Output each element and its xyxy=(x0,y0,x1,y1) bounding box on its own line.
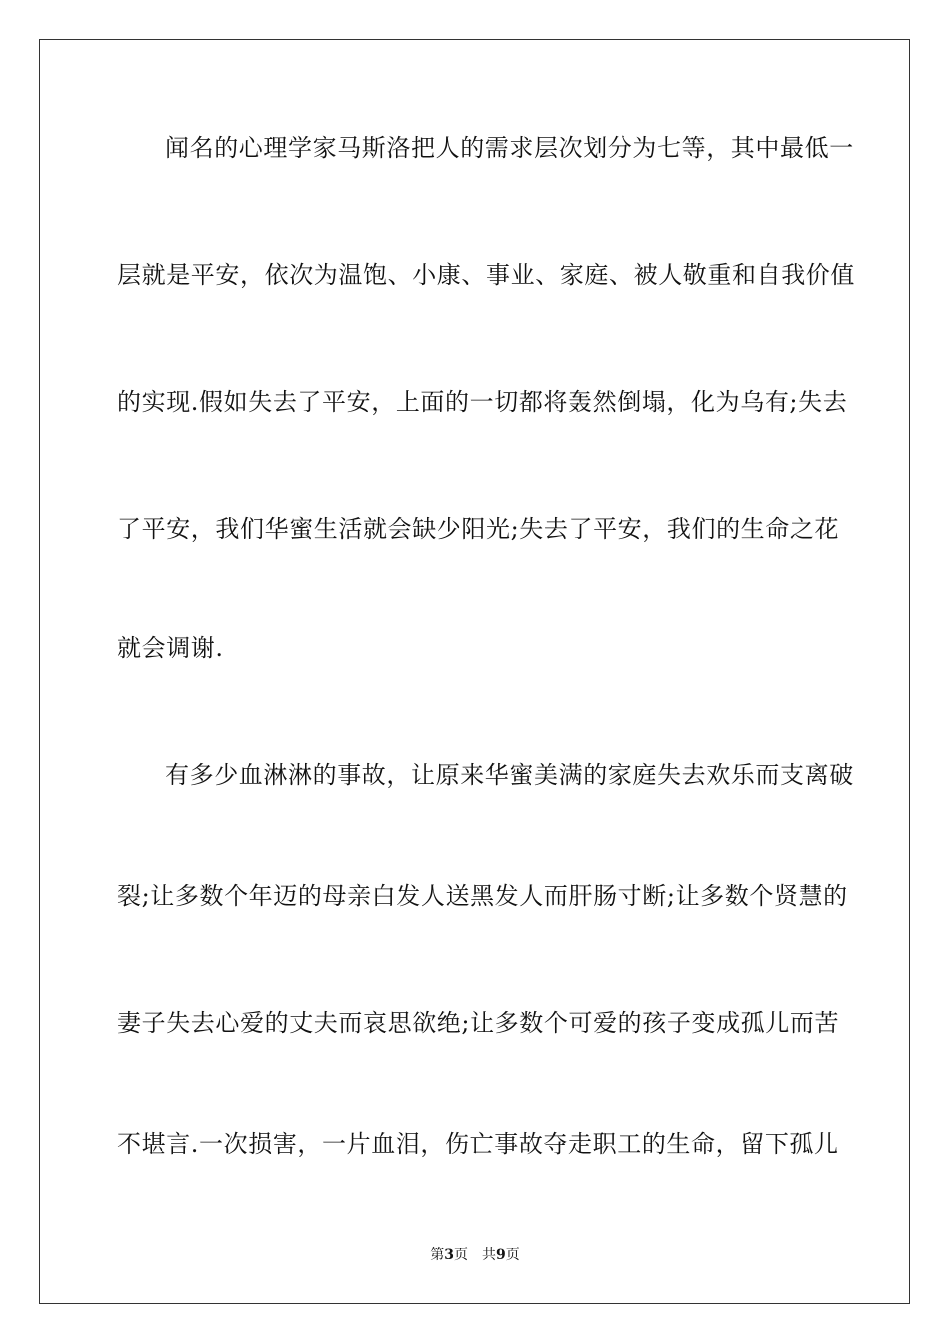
paragraph-line: 不堪言.一次损害，一片血泪，伤亡事故夺走职工的生命，留下孤儿 xyxy=(117,1130,839,1158)
paragraph-line: 闻名的心理学家马斯洛把人的需求层次划分为七等，其中最低一 xyxy=(165,134,854,162)
total-prefix: 共 xyxy=(482,1247,496,1263)
total-pages: 9 xyxy=(496,1247,506,1263)
paragraph-line: 裂;让多数个年迈的母亲白发人送黑发人而肝肠寸断;让多数个贤慧的 xyxy=(117,882,848,910)
paragraph-line: 妻子失去心爱的丈夫而哀思欲绝;让多数个可爱的孩子变成孤儿而苦 xyxy=(117,1009,840,1037)
page-footer xyxy=(0,1246,950,1264)
paragraph-line: 了平安，我们华蜜生活就会缺少阳光;失去了平安，我们的生命之花 xyxy=(117,515,840,543)
page-suffix: 页 xyxy=(454,1247,468,1263)
paragraph-line: 的实现.假如失去了平安，上面的一切都将轰然倒塌，化为乌有;失去 xyxy=(117,388,848,416)
total-suffix: 页 xyxy=(505,1247,520,1263)
page-prefix: 第 xyxy=(430,1247,445,1263)
page-border xyxy=(39,39,910,1304)
paragraph-line: 就会调谢. xyxy=(117,634,224,662)
page-number: 3 xyxy=(444,1247,454,1263)
paragraph-line: 有多少血淋淋的事故，让原来华蜜美满的家庭失去欢乐而支离破 xyxy=(165,761,854,789)
paragraph-line: 层就是平安，依次为温饱、小康、事业、家庭、被人敬重和自我价值 xyxy=(117,261,855,289)
